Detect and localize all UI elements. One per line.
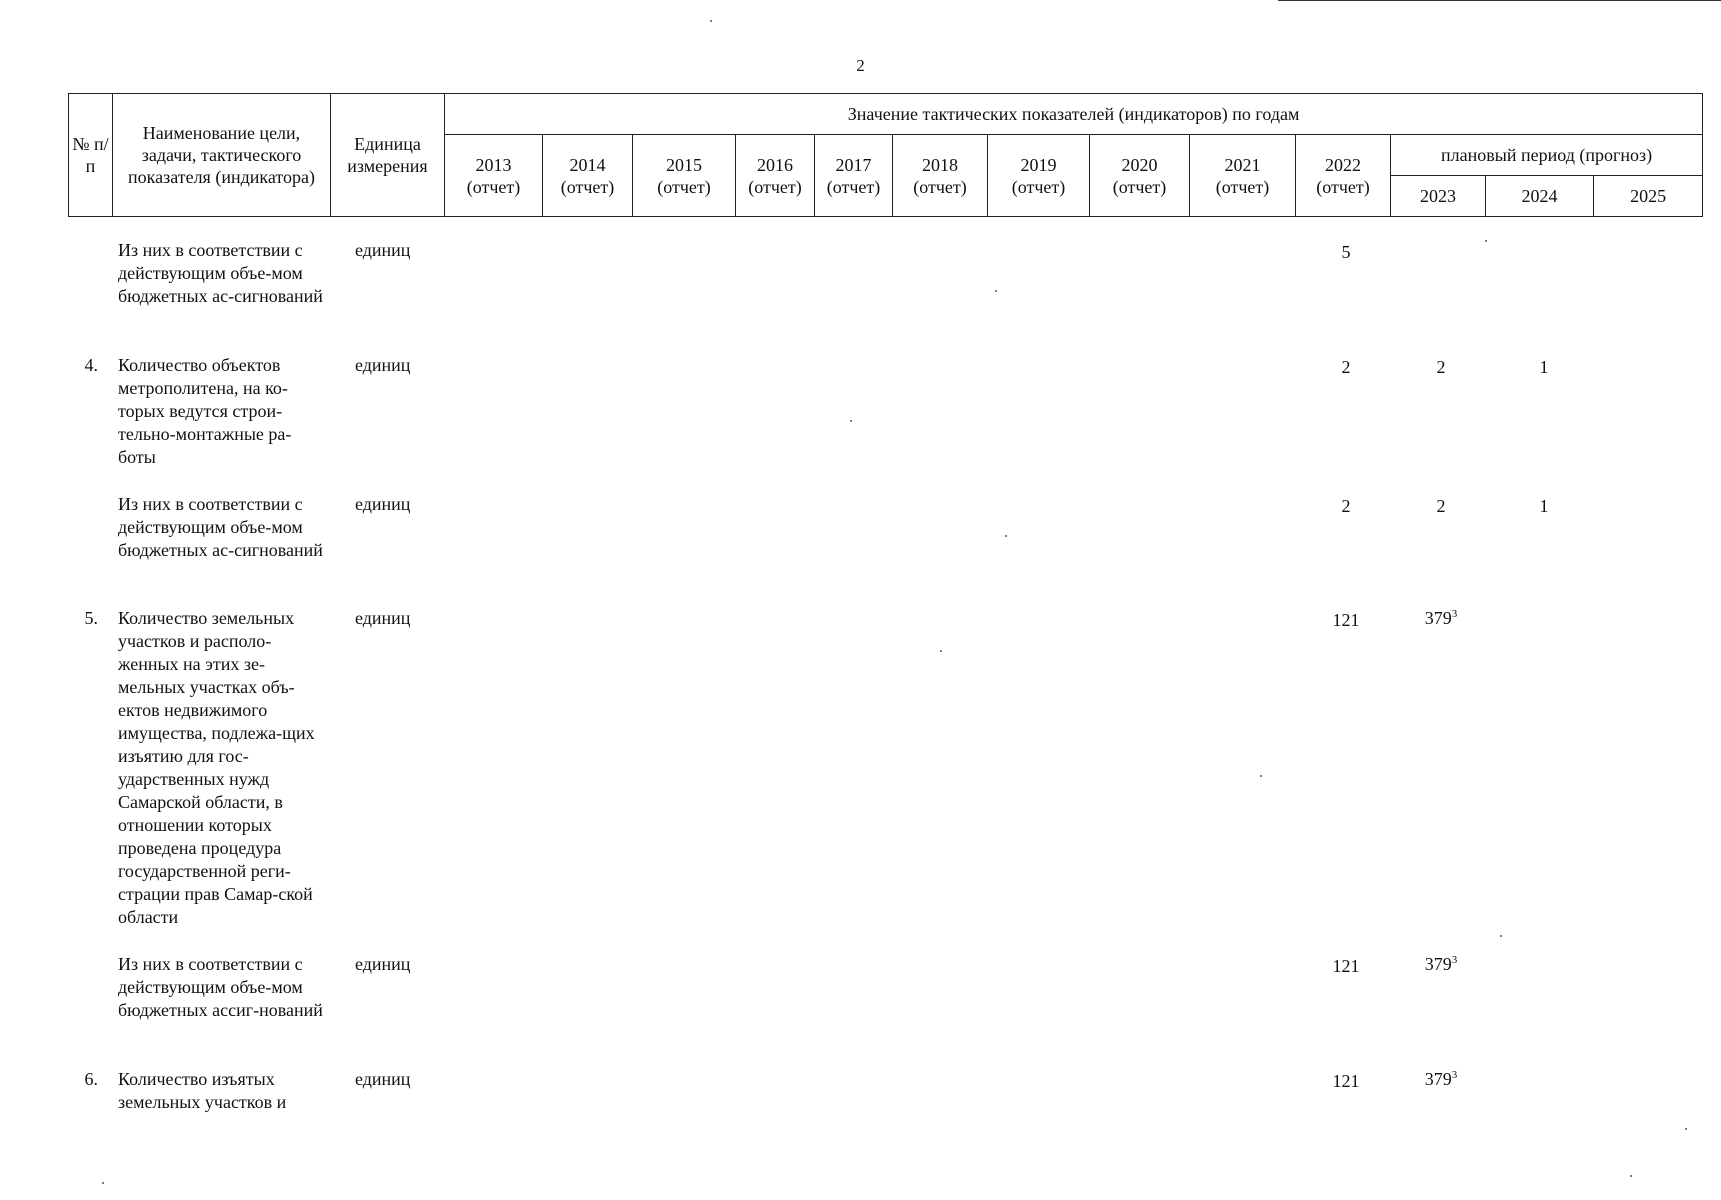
indicator-name: Из них в соответствии с действующим объе-мом бюджетных ас-сигнований — [118, 494, 323, 560]
unit-cell: единиц — [355, 608, 411, 628]
unit-cell: единиц — [355, 1069, 411, 1089]
value-2022: 121 — [1332, 610, 1360, 630]
scan-speck — [940, 650, 942, 652]
year-header: 2022 (отчет) — [1296, 135, 1391, 217]
row-number: 6. — [84, 1069, 98, 1089]
page-number: 2 — [856, 56, 865, 75]
year-header: 2020 (отчет) — [1090, 135, 1190, 217]
value-2023: $379^3$ — [1424, 608, 1458, 628]
scan-speck — [1485, 240, 1487, 242]
indicator-name: Количество объектов метрополитена, на ко-торых ведутся строи-тельно-монтажные ра-боты — [118, 355, 292, 467]
value-2023: $379^3$ — [1424, 954, 1458, 974]
years-group-header: Значение тактических показателей (индикаторов) по годам — [445, 94, 1703, 135]
year-header: 2016 (отчет) — [736, 135, 815, 217]
scan-speck — [1685, 1128, 1687, 1130]
indicator-name: Из них в соответствии с действующим объе-мом бюджетных ассиг-нований — [118, 954, 323, 1020]
year-header: 2014 (отчет) — [543, 135, 633, 217]
scan-speck — [710, 20, 712, 22]
unit-cell: единиц — [355, 240, 411, 260]
plan-year-header: 2024 — [1486, 176, 1594, 217]
value-2022: 121 — [1332, 956, 1360, 976]
col-unit-header: Единица измерения — [331, 94, 445, 217]
value-2022: 2 — [1341, 357, 1351, 377]
row-number: 5. — [84, 608, 98, 628]
scan-speck — [1005, 535, 1007, 537]
row-number: 4. — [84, 355, 98, 375]
scan-speck — [1500, 935, 1502, 937]
value-2023: $379^3$ — [1424, 1069, 1458, 1089]
scan-speck — [102, 1182, 104, 1184]
value-2022: 5 — [1341, 242, 1351, 262]
scan-speck — [995, 290, 997, 292]
indicator-name: Количество земельных участков и располо-женных на этих зе-мельных участках объ-ектов недвижимого имущества, подлежа-щих изъятию для гос-ударственных нужд Самарской области, в отношении которых проведена процедура государственной реги-страции прав Самар-ской области — [118, 608, 315, 927]
unit-cell: единиц — [355, 494, 411, 514]
value-2022: 2 — [1341, 496, 1351, 516]
value-2024: 1 — [1539, 496, 1549, 516]
unit-cell: единиц — [355, 355, 411, 375]
scan-speck — [850, 420, 852, 422]
col-num-header: № п/п — [69, 94, 113, 217]
scan-speck — [1260, 775, 1262, 777]
value-2023: 2 — [1436, 496, 1446, 516]
year-header: 2018 (отчет) — [893, 135, 988, 217]
year-header: 2017 (отчет) — [815, 135, 893, 217]
value-2022: 121 — [1332, 1071, 1360, 1091]
value-2023: 2 — [1436, 357, 1446, 377]
plan-period-header: плановый период (прогноз) — [1391, 135, 1703, 176]
year-header: 2021 (отчет) — [1190, 135, 1296, 217]
scan-speck — [1630, 1175, 1632, 1177]
year-header: 2019 (отчет) — [988, 135, 1090, 217]
unit-cell: единиц — [355, 954, 411, 974]
indicator-name: Количество изъятых земельных участков и — [118, 1069, 287, 1112]
year-header: 2013 (отчет) — [445, 135, 543, 217]
plan-year-header: 2023 — [1391, 176, 1486, 217]
value-2024: 1 — [1539, 357, 1549, 377]
year-header: 2015 (отчет) — [633, 135, 736, 217]
col-name-header: Наименование цели, задачи, тактического показателя (индикатора) — [113, 94, 331, 217]
plan-year-header: 2025 — [1594, 176, 1703, 217]
indicator-name: Из них в соответствии с действующим объе-мом бюджетных ас-сигнований — [118, 240, 323, 306]
